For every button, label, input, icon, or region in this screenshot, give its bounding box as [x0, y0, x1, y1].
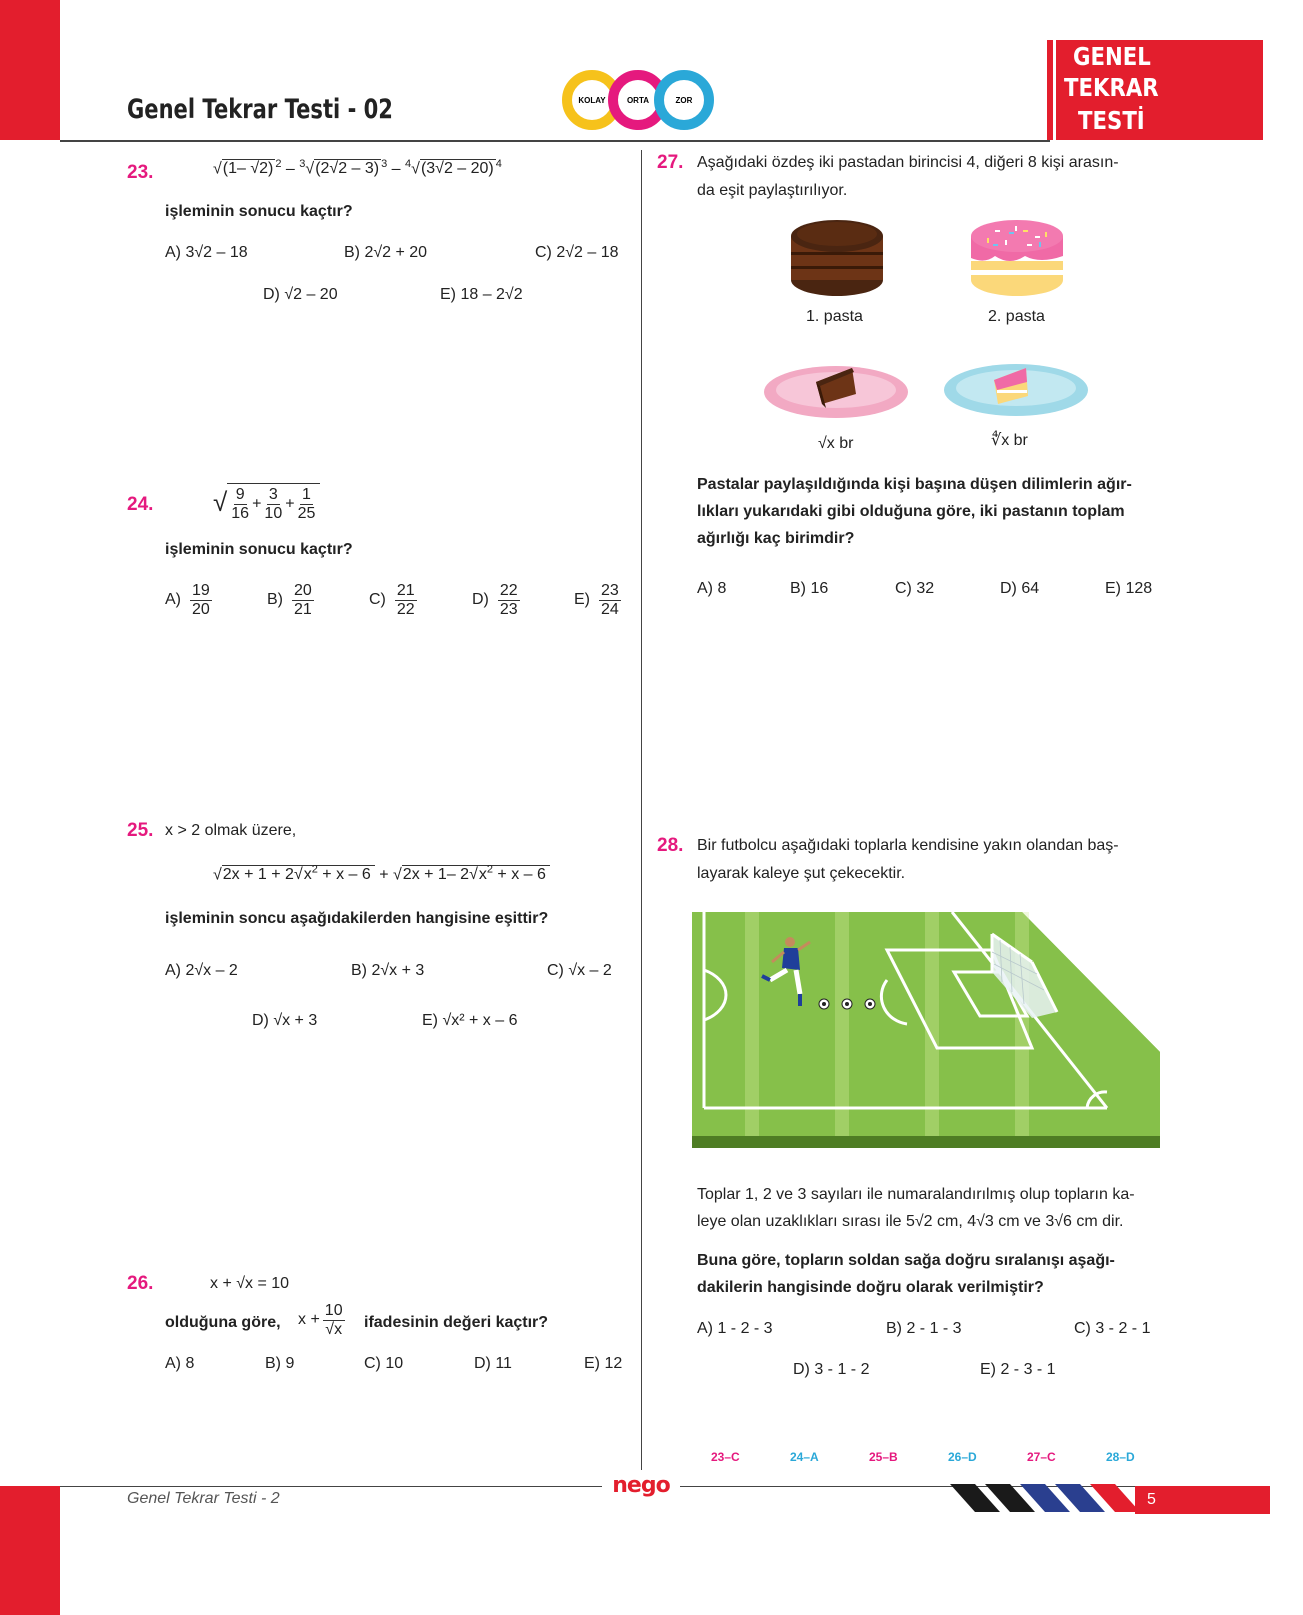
q24-option-c[interactable]: C) $\frac{21}{22}$ [369, 582, 415, 618]
footer-title: Genel Tekrar Testi - 2 [127, 1490, 280, 1507]
q24-option-d[interactable]: D) $\frac{22}{23}$ [472, 582, 518, 618]
header-rule [60, 140, 1050, 142]
test-badge [1053, 40, 1263, 140]
q27-prompt-2: lıkları yukarıdaki gibi olduğuna göre, iki pastanın toplam [697, 503, 1125, 520]
level-kolay: KOLAY [578, 96, 606, 105]
q27-option-a[interactable]: A) 8 [697, 580, 727, 597]
page-title: Genel Tekrar Testi - 02 [127, 94, 393, 125]
logo-text: nego [612, 1472, 670, 1498]
cake-2-image [965, 218, 1070, 303]
q25-intro: x > 2 olmak üzere, [165, 822, 297, 839]
q24-option-e[interactable]: E) $\frac{23}{24}$ [574, 582, 619, 618]
q23-option-a[interactable]: A) 3√2 – 18 [165, 244, 248, 261]
q23-option-b[interactable]: B) 2√2 + 20 [344, 244, 428, 261]
q27-text-2: da eşit paylaştırılıyor. [697, 182, 848, 199]
q27-option-c[interactable]: C) 32 [895, 580, 935, 597]
answer-27: 27–C [1027, 1450, 1056, 1464]
q27-option-b[interactable]: B) 16 [790, 580, 829, 597]
q26-option-b[interactable]: B) 9 [265, 1355, 295, 1372]
q26-option-d[interactable]: D) 11 [474, 1355, 512, 1372]
answer-26: 26–D [948, 1450, 977, 1464]
page-number: 5 [1147, 1491, 1156, 1508]
q26-prompt-a: olduğuna göre, [165, 1314, 281, 1331]
q28-option-e[interactable]: E) 2 - 3 - 1 [980, 1361, 1056, 1378]
answer-23: 23–C [711, 1450, 740, 1464]
q23-option-e[interactable]: E) 18 – 2√2 [440, 286, 523, 303]
level-zor: ZOR [675, 96, 693, 105]
slice-2-label: ∜x br [991, 432, 1028, 449]
football-field-image [692, 912, 1162, 1148]
cake-1-label: 1. pasta [806, 308, 863, 325]
cake-2-label: 2. pasta [988, 308, 1045, 325]
answer-key [711, 1450, 1151, 1468]
q24-option-a[interactable]: A) $\frac{19}{20}$ [165, 582, 210, 618]
q27-prompt-1: Pastalar paylaşıldığında kişi başına düşen dilimlerin ağır- [697, 476, 1132, 493]
footer-stripes [950, 1484, 1140, 1514]
q23-prompt: işleminin sonucu kaçtır? [165, 203, 353, 220]
balls [819, 999, 875, 1009]
q28-option-b[interactable]: B) 2 - 1 - 3 [886, 1320, 962, 1337]
answer-24: 24–A [790, 1450, 819, 1464]
slice-1-plate [762, 360, 912, 420]
q23-number: 23. [127, 162, 154, 183]
q23-option-c[interactable]: C) 2√2 – 18 [535, 244, 619, 261]
q24-option-b[interactable]: B) $\frac{20}{21}$ [267, 582, 312, 618]
q26-fraction: x + $\frac{10}{√x}$ [298, 1302, 343, 1338]
left-red-bar-top [0, 0, 60, 140]
q28-option-d[interactable]: D) 3 - 1 - 2 [793, 1361, 870, 1378]
publisher-logo [602, 1470, 680, 1500]
answer-25: 25–B [869, 1450, 898, 1464]
level-orta: ORTA [626, 96, 650, 105]
column-divider [641, 150, 642, 1475]
q28-text-1: Bir futbolcu aşağıdaki toplarla kendisine yakın olandan baş- [697, 837, 1119, 854]
q25-option-a[interactable]: A) 2√x – 2 [165, 962, 238, 979]
q28-prompt-2: dakilerin hangisinde doğru olarak verilmiştir? [697, 1279, 1044, 1296]
badge-line-2: TEKRAR [1064, 73, 1159, 102]
q27-number: 27. [657, 152, 684, 173]
q24-expression: √ $\frac{9}{16}$ + $\frac{3}{10}$ + $\frac{1}{25}$ [213, 483, 320, 522]
q23-expression: √(1– √2) $^2$ – $^3$√(2√2 – 3) $^3$ – $^4$√(3√2 – 20) $^4$ [213, 158, 502, 178]
q26-option-c[interactable]: C) 10 [364, 1355, 404, 1372]
badge-line-1: GENEL [1073, 42, 1151, 71]
q26-number: 26. [127, 1273, 154, 1294]
q25-option-e[interactable]: E) √x² + x – 6 [422, 1012, 518, 1029]
q27-prompt-3: ağırlığı kaç birimdir? [697, 530, 855, 547]
q27-text-1: Aşağıdaki özdeş iki pastadan birincisi 4, diğeri 8 kişi arasın- [697, 154, 1119, 171]
left-red-bar-bottom [0, 1486, 60, 1615]
q27-option-e[interactable]: E) 128 [1105, 580, 1153, 597]
q28-option-a[interactable]: A) 1 - 2 - 3 [697, 1320, 773, 1337]
slice-1-label: √x br [818, 435, 854, 452]
q25-number: 25. [127, 820, 154, 841]
q28-prompt-1: Buna göre, topların soldan sağa doğru sıralanışı aşağı- [697, 1252, 1115, 1269]
q28-option-c[interactable]: C) 3 - 2 - 1 [1074, 1320, 1151, 1337]
q24-number: 24. [127, 494, 154, 515]
q28-info-2: leye olan uzaklıkları sırası ile 5√2 cm, 4√3 cm ve 3√6 cm dir. [697, 1213, 1124, 1230]
q27-option-d[interactable]: D) 64 [1000, 580, 1040, 597]
difficulty-rings [560, 65, 720, 135]
q26-option-a[interactable]: A) 8 [165, 1355, 195, 1372]
q26-equation: x + √x = 10 [210, 1275, 290, 1292]
q25-expression: $√2x + 1 + 2√x^2 + x - 6 + √2x + 1-$ $2√x^2 + x - 6$ [213, 864, 550, 884]
q25-option-b[interactable]: B) 2√x + 3 [351, 962, 425, 979]
slice-2-plate [942, 356, 1092, 420]
q28-info-1: Toplar 1, 2 ve 3 sayıları ile numaralandırılmış olup topların ka- [697, 1186, 1135, 1203]
cake-1-image [785, 218, 890, 303]
badge-line-3: TESTİ [1078, 106, 1145, 135]
q25-prompt: işleminin soncu aşağıdakilerden hangisine eşittir? [165, 910, 549, 927]
q24-prompt: işleminin sonucu kaçtır? [165, 541, 353, 558]
answer-28: 28–D [1106, 1450, 1135, 1464]
q23-option-d[interactable]: D) √2 – 20 [263, 286, 338, 303]
q28-number: 28. [657, 835, 684, 856]
q25-option-c[interactable]: C) √x – 2 [547, 962, 612, 979]
q24-options [165, 582, 635, 626]
q28-text-2: layarak kaleye şut çekecektir. [697, 865, 906, 882]
q26-prompt-b: ifadesinin değeri kaçtır? [364, 1314, 549, 1331]
q25-option-d[interactable]: D) √x + 3 [252, 1012, 318, 1029]
q26-option-e[interactable]: E) 12 [584, 1355, 623, 1372]
page-number-box [1135, 1486, 1270, 1514]
